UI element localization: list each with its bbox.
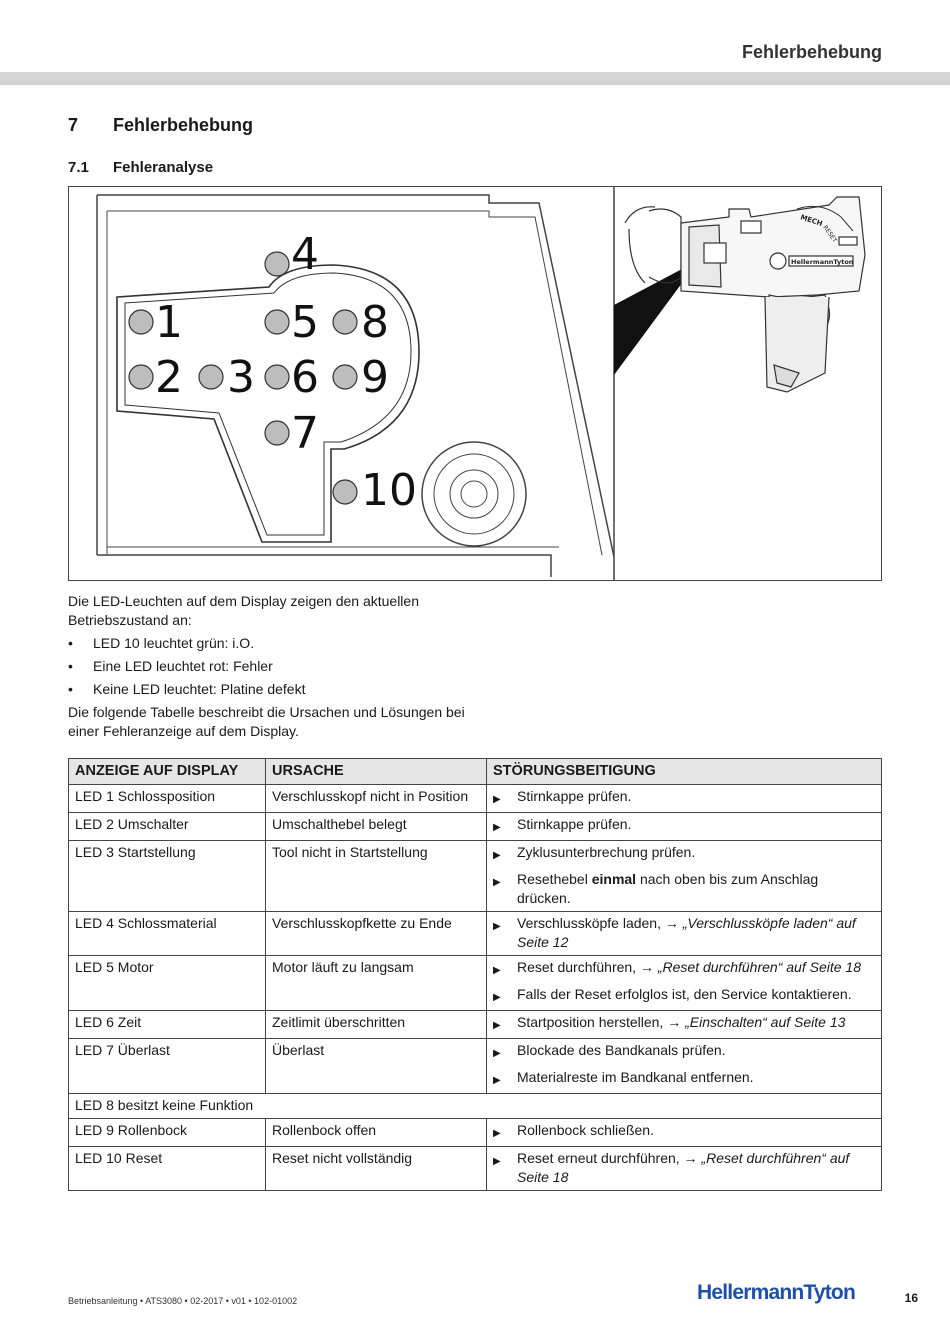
- cell-cause: Reset nicht vollständig: [266, 1147, 487, 1191]
- led-10-label: 10: [361, 465, 417, 516]
- solution-step: [493, 787, 875, 809]
- arrow-right-icon: ▶: [493, 794, 501, 805]
- solution-text: Reset erneut durchführen, → „Reset durchführen“ auf Seite 18: [517, 1150, 850, 1185]
- cell-cause: Zeitlimit überschritten: [266, 1011, 487, 1039]
- solution-text: Materialreste im Bandkanal entfernen.: [517, 1069, 754, 1085]
- table-row: [69, 1119, 882, 1147]
- led-1-label: 1: [155, 297, 183, 348]
- arrow-right-icon: ▶: [493, 921, 501, 932]
- chapter-title: Fehlerbehebung: [113, 115, 254, 135]
- col-header-display: ANZEIGE AUF DISPLAY: [69, 759, 266, 785]
- footer-text: Betriebsanleitung • ATS3080 • 02-2017 • v01 • 102-01002: [68, 1296, 298, 1306]
- error-table-body: [69, 785, 882, 1191]
- cross-reference-link[interactable]: → „Verschlussköpfe laden“ auf Seite 12: [517, 915, 856, 950]
- table-row: [69, 813, 882, 841]
- cell-display: LED 2 Umschalter: [69, 813, 266, 841]
- cell-cause: Verschlusskopf nicht in Position: [266, 785, 487, 813]
- solution-step: [493, 870, 875, 908]
- solution-text: Verschlussköpfe laden, → „Verschlussköpfe laden“ auf Seite 12: [517, 915, 856, 950]
- cell-display: LED 9 Rollenbock: [69, 1119, 266, 1147]
- cell-solution: [487, 1011, 882, 1039]
- bullet-icon: •: [68, 658, 73, 674]
- led-4: [265, 252, 289, 276]
- cross-reference-link[interactable]: → „Reset durchführen“ auf Seite 18: [517, 1150, 850, 1185]
- solution-text: Reset durchführen, → „Reset durchführen“ auf Seite 18: [517, 959, 861, 975]
- table-row: [69, 785, 882, 813]
- solution-text: Rollenbock schließen.: [517, 1122, 654, 1138]
- solution-step: [493, 1149, 875, 1187]
- chapter-number: 7: [68, 115, 79, 135]
- tool-label-brand: HellermannTyton: [791, 258, 854, 266]
- solution-step: [493, 815, 875, 837]
- solution-step: [493, 1041, 875, 1063]
- led-display-figure: [68, 186, 882, 581]
- running-header-title: Fehlerbehebung: [741, 42, 882, 62]
- table-row: [69, 841, 882, 912]
- solution-text: Zyklusunterbrechung prüfen.: [517, 844, 696, 860]
- cell-cause: Motor läuft zu langsam: [266, 956, 487, 1011]
- led-8: [333, 310, 357, 334]
- bullet-icon: •: [68, 635, 73, 651]
- arrow-right-icon: ▶: [493, 992, 501, 1003]
- tool-label-reset: RESET: [821, 224, 839, 244]
- cross-reference-link[interactable]: → „Reset durchführen“ auf Seite 18: [639, 959, 861, 975]
- led-1: [129, 310, 153, 334]
- intro-paragraph-2: Die folgende Tabelle beschreibt die Ursachen und Lösungen bei einer Fehleranzeige auf dem Display.: [68, 704, 465, 739]
- chapter-heading: [68, 115, 253, 136]
- cell-cause: Überlast: [266, 1039, 487, 1094]
- arrow-right-icon: ▶: [493, 1075, 501, 1086]
- solution-step: [493, 914, 875, 952]
- led-display-illustration: [69, 187, 882, 581]
- cell-display: LED 5 Motor: [69, 956, 266, 1011]
- solution-text: Blockade des Bandkanals prüfen.: [517, 1042, 726, 1058]
- arrow-right-icon: ▶: [493, 1020, 501, 1031]
- cross-reference-link[interactable]: → „Einschalten“ auf Seite 13: [667, 1014, 846, 1030]
- arrow-right-icon: ▶: [493, 1048, 501, 1059]
- table-row: [69, 1039, 882, 1094]
- cell-solution: [487, 1147, 882, 1191]
- table-row: [69, 1147, 882, 1191]
- solution-step: [493, 1068, 875, 1090]
- solution-text: Falls der Reset erfolglos ist, den Service kontaktieren.: [517, 986, 852, 1002]
- led-9-label: 9: [361, 352, 389, 403]
- led-8-label: 8: [361, 297, 389, 348]
- intro-paragraph-1: Die LED-Leuchten auf dem Display zeigen den aktuellen Betriebszustand an:: [68, 593, 419, 628]
- led-4-label: 4: [291, 229, 319, 280]
- led-7: [265, 421, 289, 445]
- cell-display: LED 7 Überlast: [69, 1039, 266, 1094]
- table-row: [69, 1094, 882, 1119]
- solution-text: Stirnkappe prüfen.: [517, 816, 632, 832]
- led-2-label: 2: [155, 352, 183, 403]
- solution-step: [493, 985, 875, 1007]
- cell-display: LED 1 Schlossposition: [69, 785, 266, 813]
- status-item: • Keine LED leuchtet: Platine defekt: [68, 681, 306, 697]
- cell-display: LED 4 Schlossmaterial: [69, 912, 266, 956]
- section-number: 7.1: [68, 159, 89, 176]
- cell-solution: [487, 813, 882, 841]
- led-9: [333, 365, 357, 389]
- arrow-right-icon: ▶: [493, 822, 501, 833]
- error-table: [68, 758, 882, 1191]
- arrow-right-icon: ▶: [493, 1156, 501, 1167]
- header-bar: [0, 72, 950, 85]
- cell-display: LED 10 Reset: [69, 1147, 266, 1191]
- cell-solution: [487, 785, 882, 813]
- led-5-label: 5: [291, 297, 319, 348]
- cell-display: LED 3 Startstellung: [69, 841, 266, 912]
- error-table-header: [69, 759, 882, 785]
- arrow-right-icon: ▶: [493, 965, 501, 976]
- led-6: [265, 365, 289, 389]
- col-header-cause: URSACHE: [266, 759, 487, 785]
- led-3: [199, 365, 223, 389]
- led-7-label: 7: [291, 408, 319, 459]
- brand-logo: HellermannTyton: [697, 1281, 855, 1304]
- table-row: [69, 956, 882, 1011]
- cell-solution: [487, 956, 882, 1011]
- status-item: • LED 10 leuchtet grün: i.O.: [68, 635, 255, 651]
- solution-text: Resethebel einmal nach oben bis zum Anschlag drücken.: [517, 871, 819, 906]
- cell-solution: [487, 1119, 882, 1147]
- led-2: [129, 365, 153, 389]
- led-3-label: 3: [227, 352, 255, 403]
- col-header-solution: STÖRUNGSBEITIGUNG: [487, 759, 882, 785]
- section-heading: [68, 159, 213, 176]
- intro-text: [68, 592, 468, 745]
- solution-step: [493, 1121, 875, 1143]
- status-item: • Eine LED leuchtet rot: Fehler: [68, 658, 273, 674]
- led-5: [265, 310, 289, 334]
- arrow-right-icon: ▶: [493, 1128, 501, 1139]
- status-list: [68, 634, 468, 699]
- arrow-right-icon: ▶: [493, 850, 501, 861]
- solution-step: [493, 1013, 875, 1035]
- cell-solution: [487, 1039, 882, 1094]
- section-title: Fehleranalyse: [113, 159, 214, 176]
- page-number: 16: [904, 1291, 918, 1305]
- table-row: [69, 1011, 882, 1039]
- table-row: [69, 912, 882, 956]
- solution-text: Startposition herstellen, → „Einschalten“ auf Seite 13: [517, 1014, 846, 1030]
- cell-solution: [487, 841, 882, 912]
- cell-cause: Tool nicht in Startstellung: [266, 841, 487, 912]
- cell-solution: [487, 912, 882, 956]
- solution-step: [493, 958, 875, 980]
- led-6-label: 6: [291, 352, 319, 403]
- solution-text: Stirnkappe prüfen.: [517, 788, 632, 804]
- cell-cause: Umschalthebel belegt: [266, 813, 487, 841]
- cell-cause: Rollenbock offen: [266, 1119, 487, 1147]
- cell-display: LED 6 Zeit: [69, 1011, 266, 1039]
- led-10: [333, 480, 357, 504]
- solution-step: [493, 843, 875, 865]
- bullet-icon: •: [68, 681, 73, 697]
- tool-label-mech: MECH: [799, 213, 824, 228]
- arrow-right-icon: ▶: [493, 877, 501, 888]
- cell-cause: Verschlusskopfkette zu Ende: [266, 912, 487, 956]
- cell-display: LED 8 besitzt keine Funktion: [69, 1094, 882, 1119]
